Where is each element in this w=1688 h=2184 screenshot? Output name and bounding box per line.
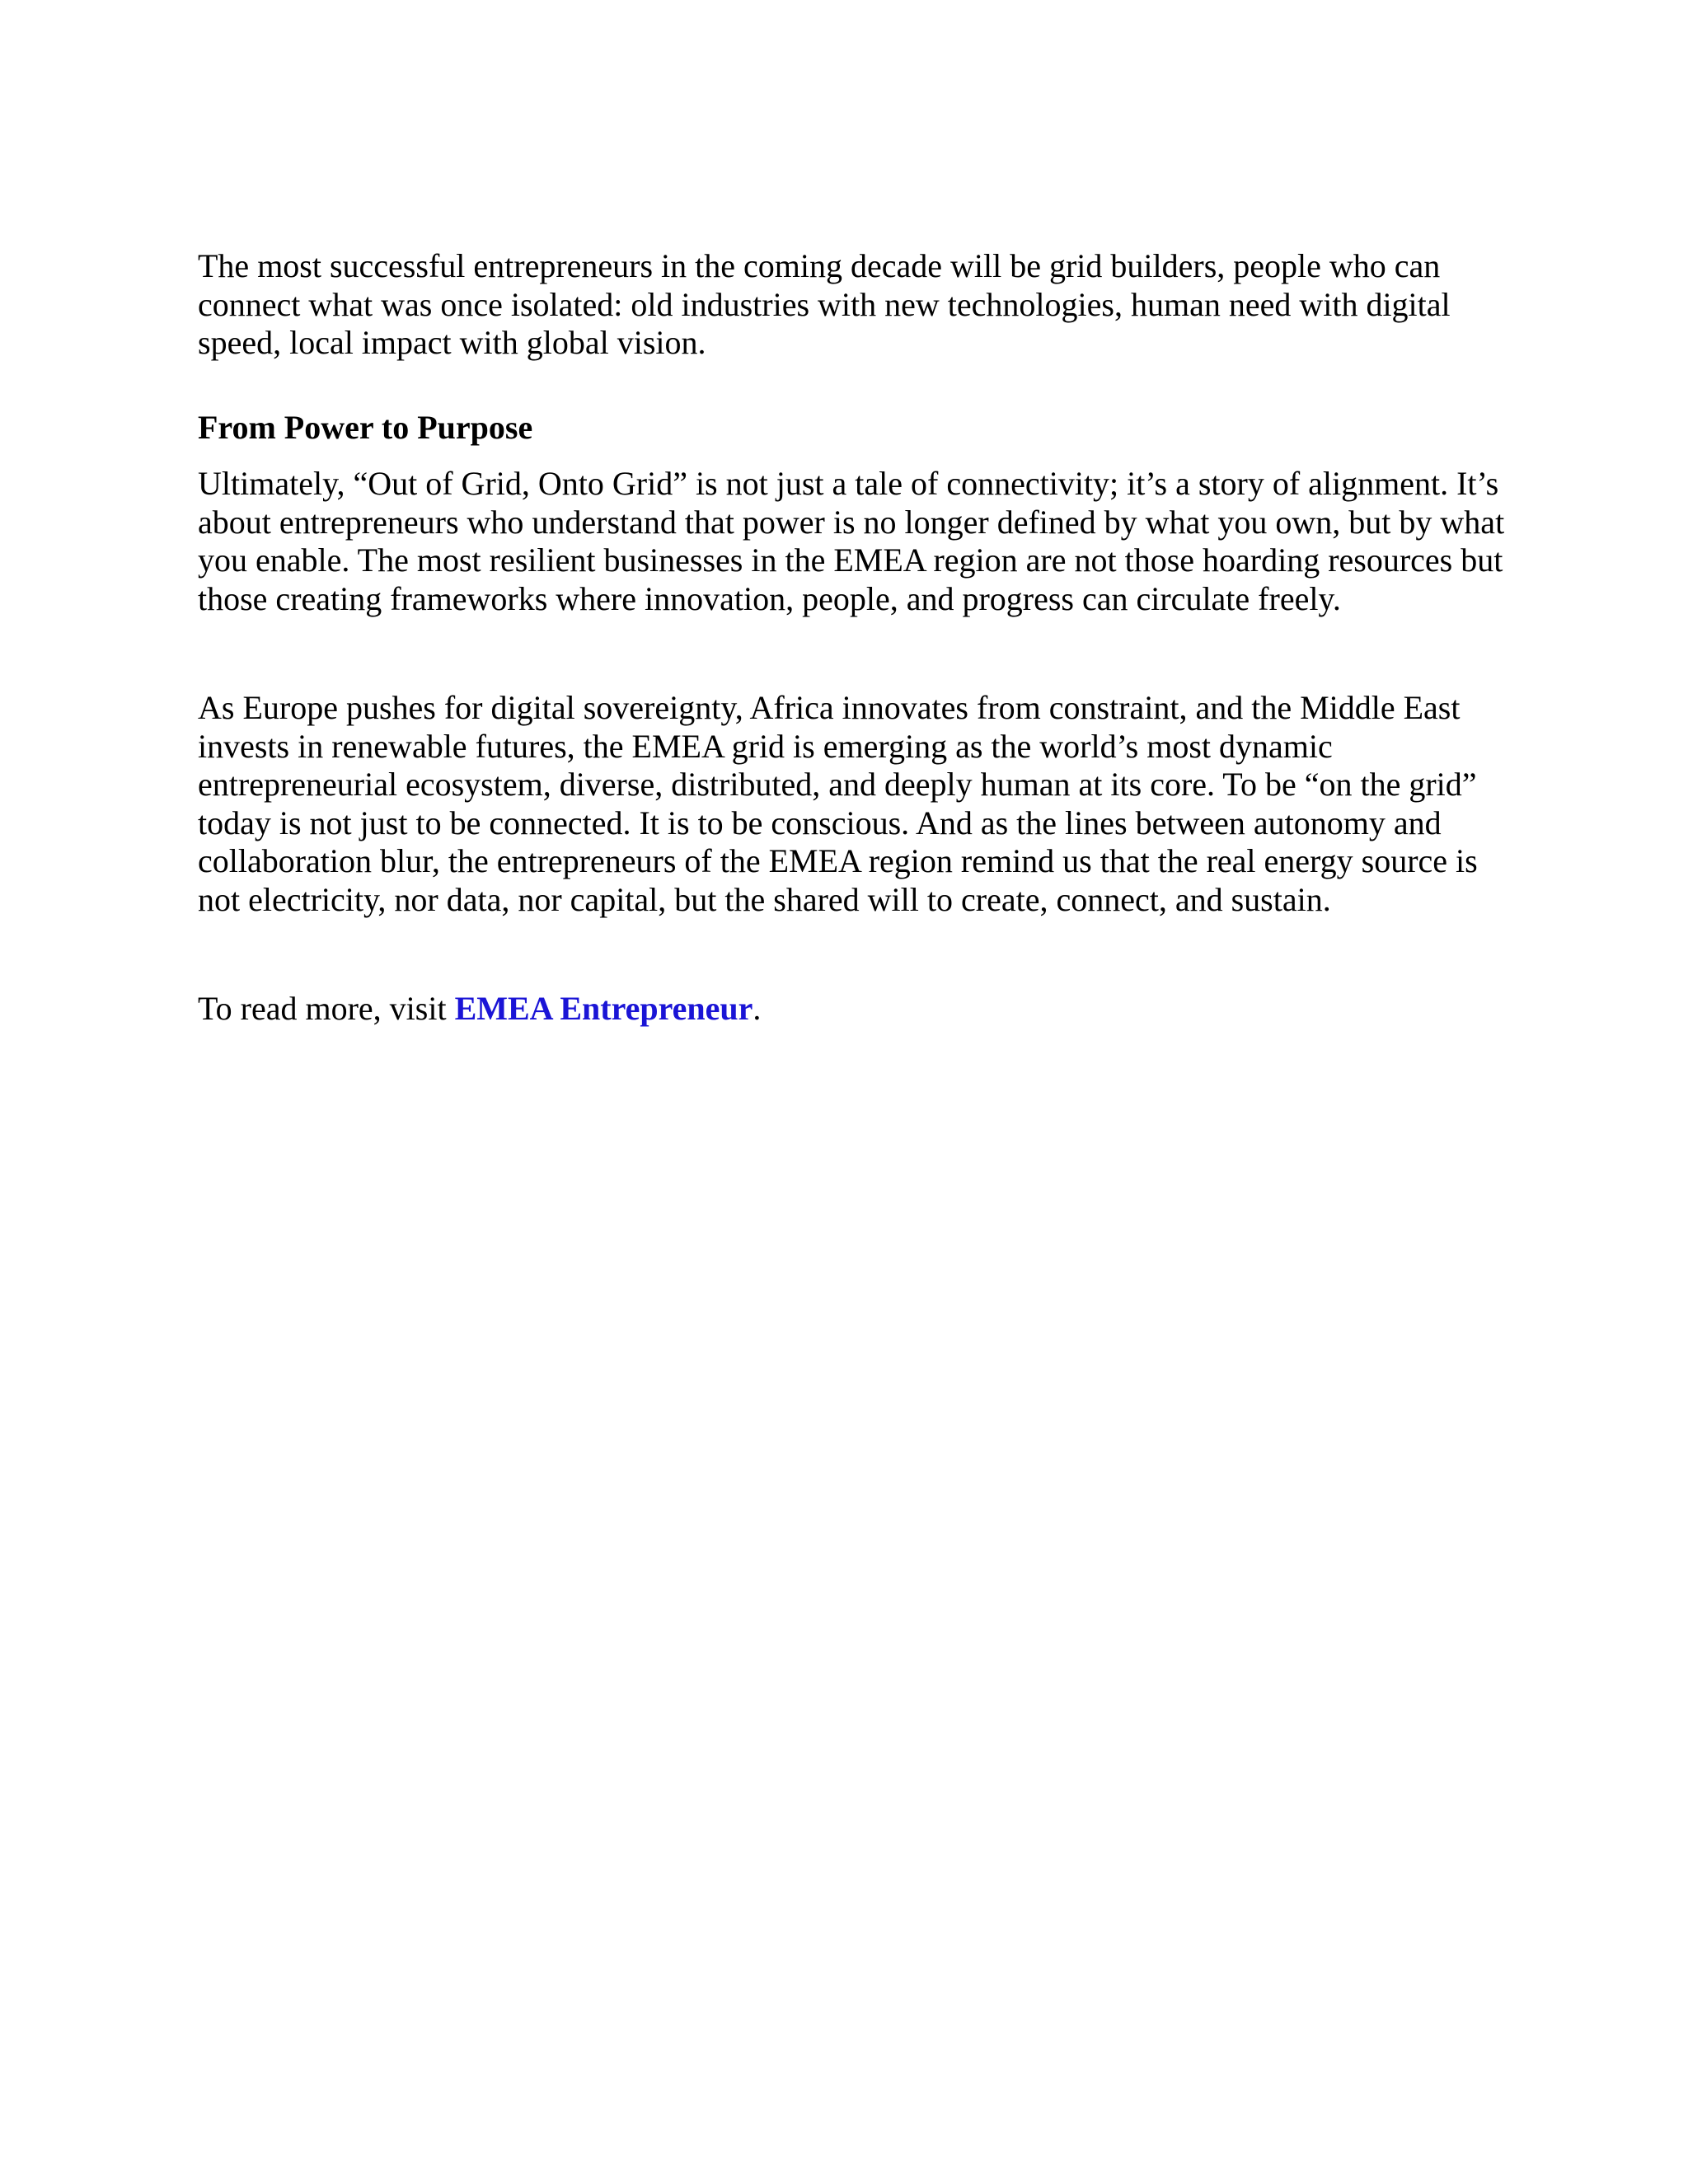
document-body [198, 247, 1508, 1029]
paragraph-power-to-purpose: Ultimately, “Out of Grid, Onto Grid” is not just a tale of connectivity; it’s a story of alignment. It’s about entrepreneurs who understand that power is no longer defined by what you own, but by what you enable. The most resilient businesses in the EMEA region are not those hoarding resources but those creating frameworks where innovation, people, and progress can circulate freely. [198, 465, 1505, 617]
emea-entrepreneur-link[interactable]: EMEA Entrepreneur [454, 990, 753, 1027]
read-more-suffix: . [753, 990, 762, 1027]
paragraph-emea-grid: As Europe pushes for digital sovereignty, Africa innovates from constraint, and the Middle East invests in renewable futures, the EMEA grid is emerging as the world’s most dynamic entrepreneurial ecosystem, diverse, distributed, and deeply human at its core. To be “on the grid” today is not just to be connected. It is to be conscious. And as the lines between autonomy and collaboration blur, the entrepreneurs of the EMEA region remind us that the real energy source is not electricity, nor data, nor capital, but the shared will to create, connect, and sustain. [198, 689, 1478, 918]
read-more-line [198, 990, 1508, 1029]
read-more-prefix: To read more, visit [198, 990, 455, 1027]
section-heading: From Power to Purpose [198, 408, 533, 446]
paragraph-grid-builders: The most successful entrepreneurs in the coming decade will be grid builders, people who can connect what was once isolated: old industries with new technologies, human need with digital speed, local impact with global vision. [198, 247, 1451, 361]
